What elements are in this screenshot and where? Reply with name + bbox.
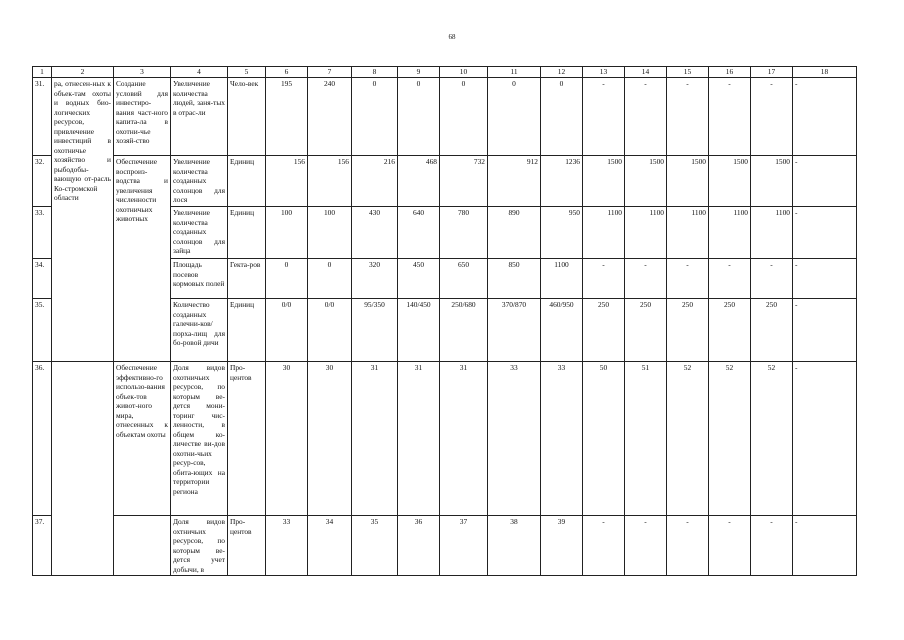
value-cell: 0: [440, 78, 488, 156]
value-cell: 52: [751, 362, 793, 516]
value-cell: -: [667, 259, 709, 299]
value-cell: 468: [398, 156, 440, 207]
value-cell: -: [625, 78, 667, 156]
header-cell: 15: [667, 67, 709, 78]
value-cell: 140/450: [398, 299, 440, 362]
value-cell: 1100: [751, 207, 793, 259]
value-cell: 890: [488, 207, 541, 259]
value-cell: 100: [308, 207, 352, 259]
value-cell: 430: [352, 207, 398, 259]
value-cell: 156: [308, 156, 352, 207]
value-cell: 1100: [625, 207, 667, 259]
indicator-cell: Увеличение количества людей, заня-тых в отрас-ли: [171, 78, 228, 156]
value-cell: 1100: [709, 207, 751, 259]
value-cell: -: [793, 259, 857, 299]
value-cell: 0: [488, 78, 541, 156]
value-cell: 0/0: [266, 299, 308, 362]
value-cell: 52: [667, 362, 709, 516]
value-cell: 31: [352, 362, 398, 516]
value-cell: 912: [488, 156, 541, 207]
value-cell: 640: [398, 207, 440, 259]
value-cell: 30: [308, 362, 352, 516]
value-cell: 100: [266, 207, 308, 259]
indicator-cell: Увеличение количества созданных солонцов для зайца: [171, 207, 228, 259]
unit-cell: Гекта-ров: [228, 259, 266, 299]
row-number: 34.: [33, 259, 52, 299]
header-cell: 12: [541, 67, 583, 78]
value-cell: -: [751, 516, 793, 576]
table-row: [33, 78, 857, 156]
row-number: 31.: [33, 78, 52, 156]
value-cell: 0/0: [308, 299, 352, 362]
row-number: 36.: [33, 362, 52, 516]
value-cell: 1100: [541, 259, 583, 299]
table-row: [33, 362, 857, 516]
value-cell: 370/870: [488, 299, 541, 362]
value-cell: 250: [751, 299, 793, 362]
value-cell: 250: [709, 299, 751, 362]
indicator-cell: Доля видов охотничьих ресурсов, по которым ве-дется мони-торинг чис-ленности, в общем ко-личестве ви-дов охотни-чьих ресур-сов, обита-ющих на территории региона: [171, 362, 228, 516]
header-cell: 13: [583, 67, 625, 78]
task-cell: Обеспечение воспроиз-водства и увеличения численности охотничьих животных: [114, 156, 171, 362]
value-cell: 1500: [667, 156, 709, 207]
header-cell: 16: [709, 67, 751, 78]
value-cell: -: [625, 516, 667, 576]
value-cell: 50: [583, 362, 625, 516]
header-cell: 10: [440, 67, 488, 78]
header-cell: 17: [751, 67, 793, 78]
value-cell: 1500: [625, 156, 667, 207]
value-cell: 31: [398, 362, 440, 516]
value-cell: -: [793, 299, 857, 362]
indicator-cell: Доля видов охтничьих ресурсов, по которым ве-дется учет добычи, в: [171, 516, 228, 576]
header-cell: 18: [793, 67, 857, 78]
value-cell: 0: [398, 78, 440, 156]
indicator-cell: Площадь посевов кормовых полей: [171, 259, 228, 299]
value-cell: 850: [488, 259, 541, 299]
value-cell: 250/680: [440, 299, 488, 362]
value-cell: 732: [440, 156, 488, 207]
row-number: 32.: [33, 156, 52, 207]
value-cell: -: [751, 259, 793, 299]
value-cell: 37: [440, 516, 488, 576]
header-cell: 6: [266, 67, 308, 78]
table-row: [33, 516, 857, 576]
value-cell: 35: [352, 516, 398, 576]
value-cell: 33: [488, 362, 541, 516]
goal-cell: ра, отнесен-ных к объек-там охоты и водных био-логических ресурсов, привлечение инвестиций в охотничье хозяйство и рыбодобы-вающую от-расль Ко-стромской области: [52, 78, 114, 362]
value-cell: 30: [266, 362, 308, 516]
value-cell: 0: [541, 78, 583, 156]
value-cell: 31: [440, 362, 488, 516]
value-cell: 39: [541, 516, 583, 576]
row-number: 35.: [33, 299, 52, 362]
unit-cell: Единиц: [228, 207, 266, 259]
value-cell: 0: [308, 259, 352, 299]
header-cell: 11: [488, 67, 541, 78]
indicators-table: [32, 66, 857, 576]
value-cell: -: [583, 259, 625, 299]
unit-cell: Про-центов: [228, 516, 266, 576]
value-cell: -: [667, 516, 709, 576]
value-cell: 36: [398, 516, 440, 576]
row-number: 33.: [33, 207, 52, 259]
value-cell: 250: [667, 299, 709, 362]
header-cell: 1: [33, 67, 52, 78]
page-number: 68: [448, 33, 456, 41]
value-cell: 156: [266, 156, 308, 207]
value-cell: 450: [398, 259, 440, 299]
value-cell: -: [793, 207, 857, 259]
value-cell: -: [709, 78, 751, 156]
value-cell: 950: [541, 207, 583, 259]
indicator-cell: Количество созданных галечни-ков/порха-лищ для бо-ровой дичи: [171, 299, 228, 362]
value-cell: 1500: [709, 156, 751, 207]
value-cell: -: [709, 516, 751, 576]
value-cell: 460/950: [541, 299, 583, 362]
value-cell: 1236: [541, 156, 583, 207]
value-cell: -: [625, 259, 667, 299]
value-cell: 216: [352, 156, 398, 207]
header-cell: 2: [52, 67, 114, 78]
value-cell: 38: [488, 516, 541, 576]
header-cell: 7: [308, 67, 352, 78]
value-cell: 33: [541, 362, 583, 516]
unit-cell: Про-центов: [228, 362, 266, 516]
value-cell: 240: [308, 78, 352, 156]
unit-cell: Единиц: [228, 299, 266, 362]
header-cell: 5: [228, 67, 266, 78]
unit-cell: Чело-век: [228, 78, 266, 156]
row-number: 37.: [33, 516, 52, 576]
value-cell: 0: [352, 78, 398, 156]
value-cell: 34: [308, 516, 352, 576]
value-cell: 250: [583, 299, 625, 362]
value-cell: 1100: [667, 207, 709, 259]
value-cell: -: [583, 78, 625, 156]
value-cell: -: [667, 78, 709, 156]
value-cell: -: [793, 78, 857, 156]
value-cell: 52: [709, 362, 751, 516]
task-cell-empty: [114, 516, 171, 576]
value-cell: -: [751, 78, 793, 156]
header-cell: 14: [625, 67, 667, 78]
value-cell: 195: [266, 78, 308, 156]
value-cell: -: [709, 259, 751, 299]
value-cell: 1100: [583, 207, 625, 259]
task-cell: Обеспечение эффективно-го использо-вания объек-тов живот-ного мира, отнесенных к объектам охоты: [114, 362, 171, 516]
value-cell: -: [793, 516, 857, 576]
indicator-cell: Увеличение количества созданных солонцов для лося: [171, 156, 228, 207]
header-row: [33, 67, 857, 78]
value-cell: 95/350: [352, 299, 398, 362]
goal-cell-empty: [52, 362, 114, 576]
value-cell: 650: [440, 259, 488, 299]
value-cell: 320: [352, 259, 398, 299]
value-cell: 1500: [583, 156, 625, 207]
value-cell: -: [793, 362, 857, 516]
header-cell: 8: [352, 67, 398, 78]
header-cell: 9: [398, 67, 440, 78]
table-row: [33, 156, 857, 207]
value-cell: 1500: [751, 156, 793, 207]
task-cell: Создание условий для инвестиро-вания част-ного капита-ла в охотни-чье хозяй-ство: [114, 78, 171, 156]
value-cell: 33: [266, 516, 308, 576]
value-cell: 51: [625, 362, 667, 516]
header-cell: 4: [171, 67, 228, 78]
header-cell: 3: [114, 67, 171, 78]
value-cell: 780: [440, 207, 488, 259]
value-cell: 250: [625, 299, 667, 362]
value-cell: -: [583, 516, 625, 576]
value-cell: -: [793, 156, 857, 207]
unit-cell: Единиц: [228, 156, 266, 207]
value-cell: 0: [266, 259, 308, 299]
